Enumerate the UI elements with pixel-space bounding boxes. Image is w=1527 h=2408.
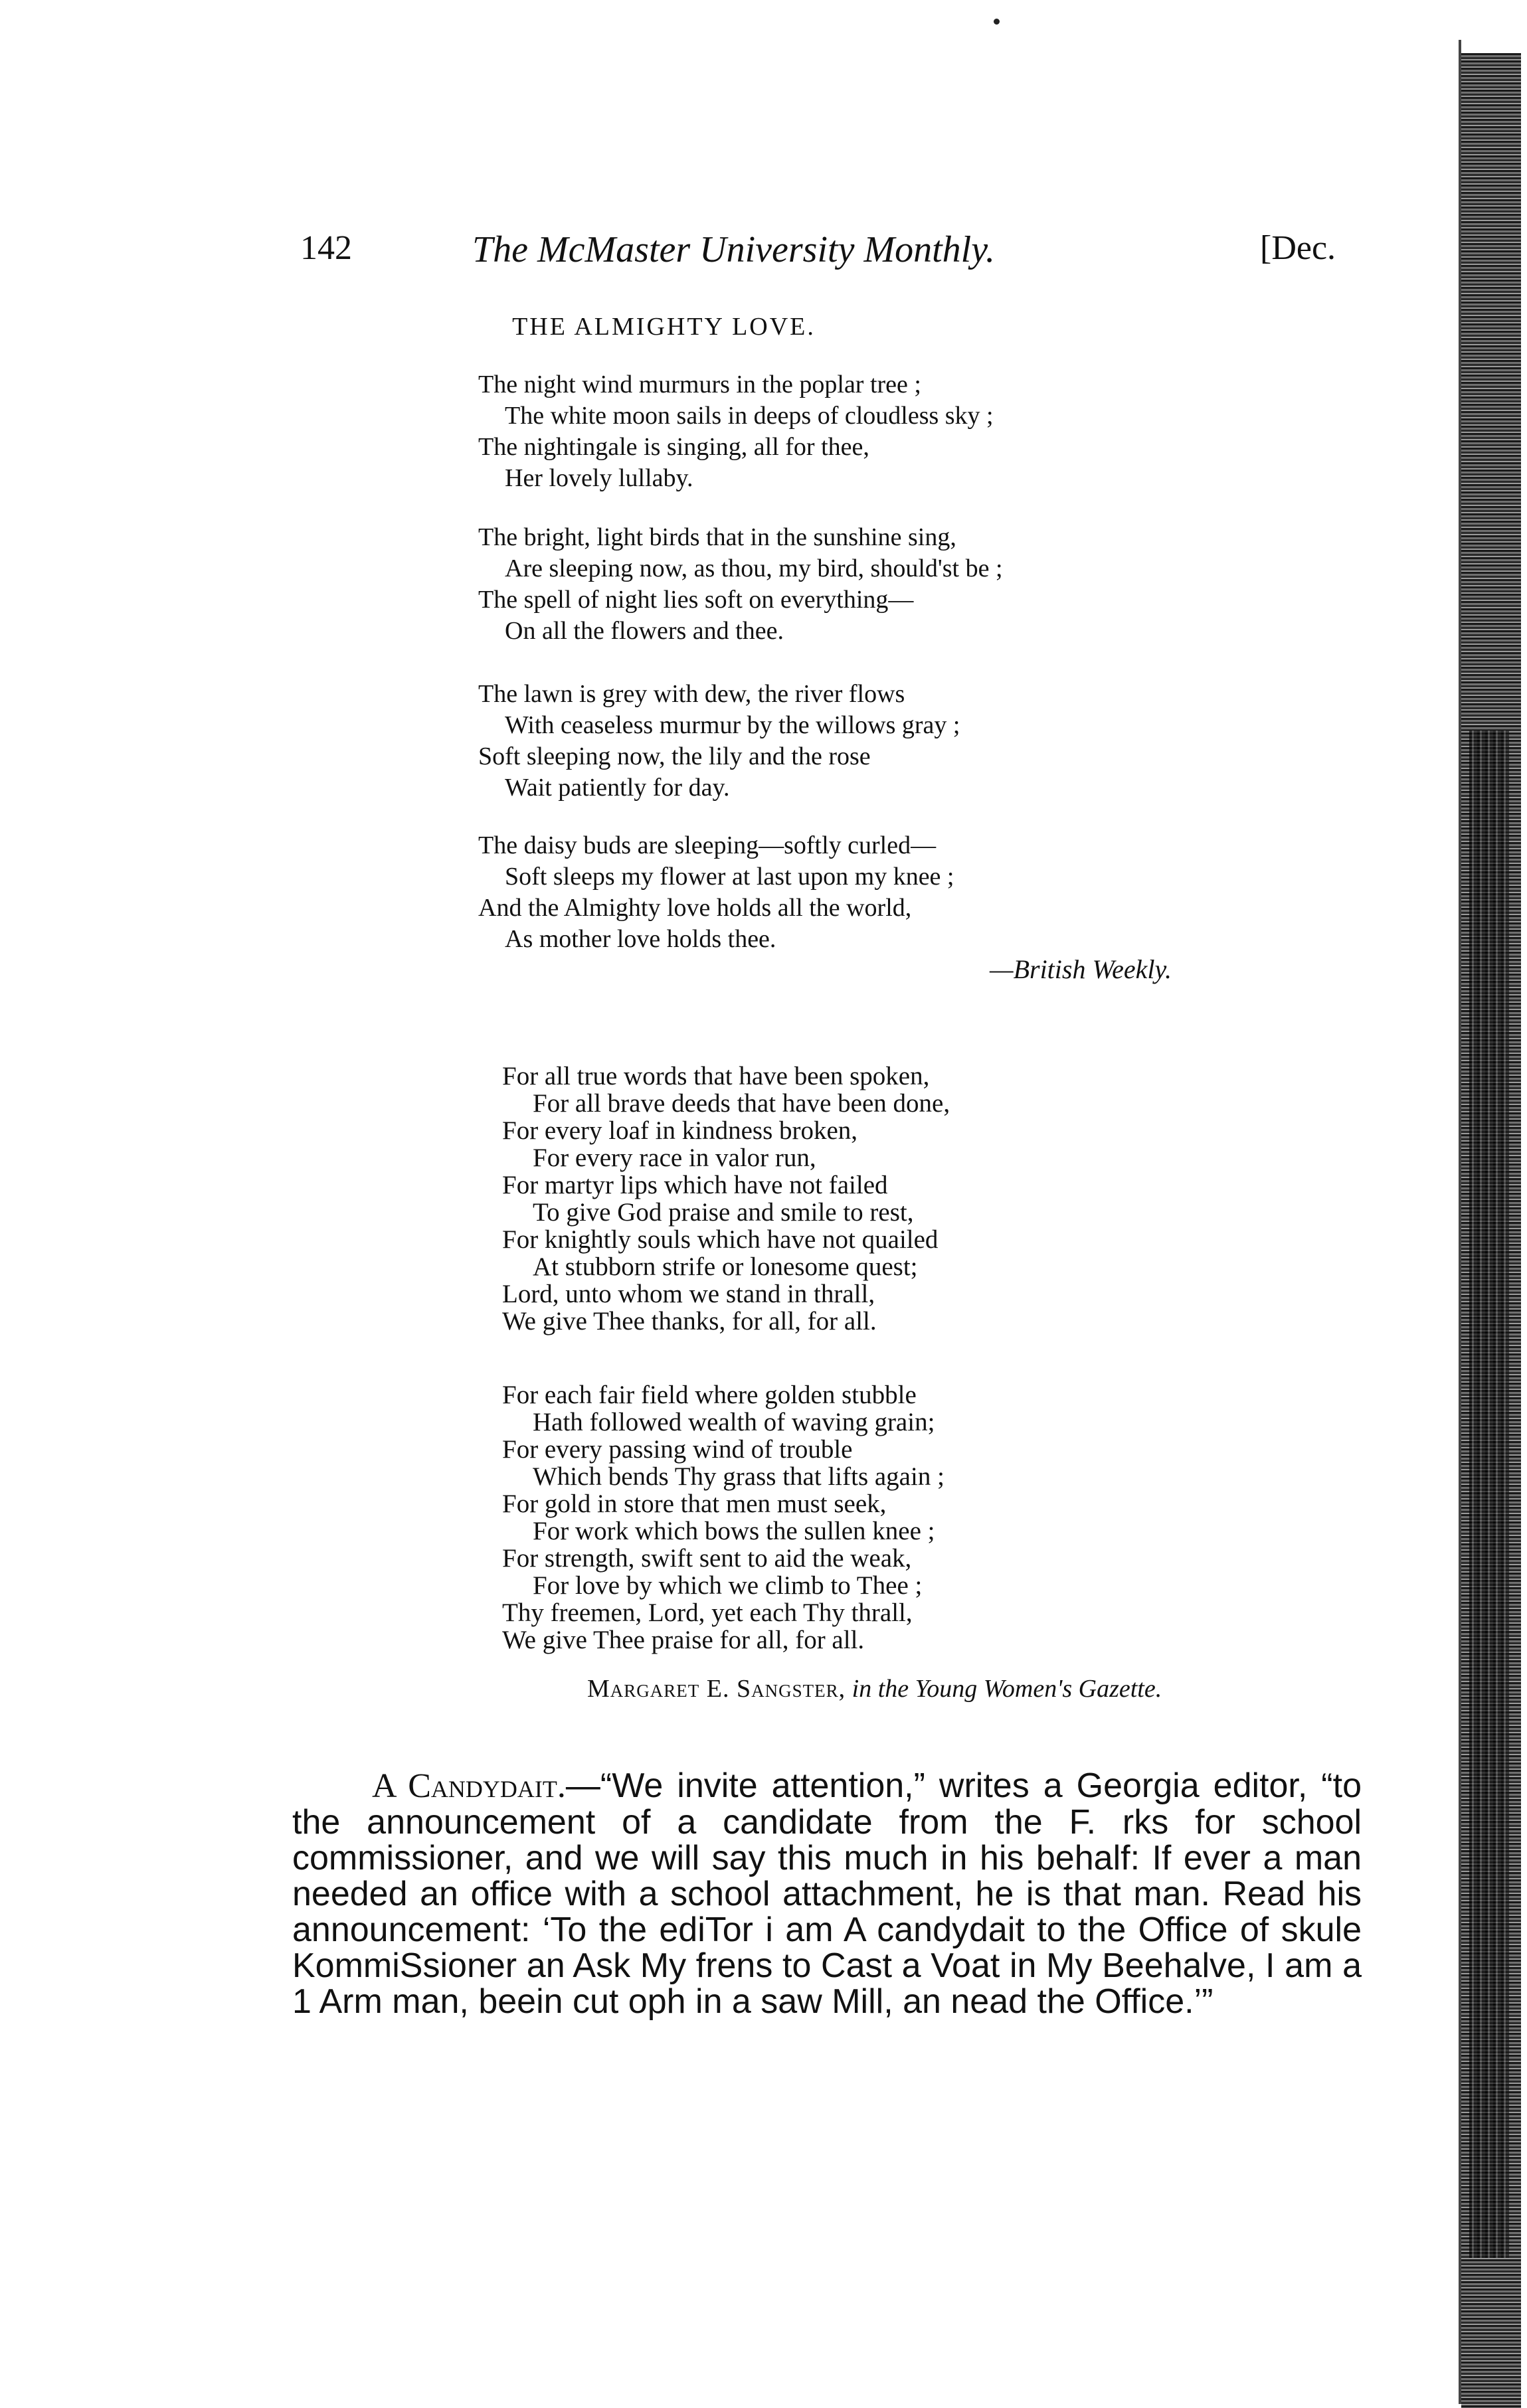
verse-line: As mother love holds thee. — [505, 925, 776, 953]
poem1-stanza-2 — [478, 522, 1003, 647]
verse-line: Which bends Thy grass that lifts again ; — [533, 1462, 944, 1491]
poem1-stanza-4 — [478, 830, 954, 955]
prose-body: —“We invite attention,” writes a Georgia editor, “to the announcement of a candidate from the F. rks for school commissioner, and we will say this much in his behalf: If ever a man needed an office with a school attachment, he is that man. Read his announcement: ‘To the ediTor i am A candydait to the Office of skule KommiSsioner an Ask My frens to Cast a Voat in My Beehalve, I am a 1 Arm man, beein cut oph in a saw Mill, an nead the Office.’” — [292, 1766, 1362, 2021]
verse-line: For gold in store that men must seek, — [502, 1490, 887, 1518]
poem1-stanza-3 — [478, 679, 960, 804]
verse-line: For all brave deeds that have been done, — [533, 1089, 950, 1118]
attribution-source: in the Young Women's Gazette. — [852, 1675, 1162, 1703]
section-mark: [Dec. — [1260, 229, 1336, 267]
scan-mark — [994, 19, 1000, 25]
verse-line: The spell of night lies soft on everything— — [478, 586, 914, 614]
prose-text — [292, 1768, 1362, 2020]
verse-line: Lord, unto whom we stand in thrall, — [502, 1280, 875, 1308]
poem2-attribution — [587, 1674, 1162, 1703]
verse-line: The nightingale is singing, all for thee, — [478, 433, 869, 461]
verse-line: On all the flowers and thee. — [505, 617, 784, 645]
verse-line: At stubborn strife or lonesome quest; — [533, 1252, 918, 1281]
verse-line: Hath followed wealth of waving grain; — [533, 1408, 935, 1436]
verse-line: We give Thee thanks, for all, for all. — [502, 1307, 877, 1335]
verse-line: For martyr lips which have not failed — [502, 1171, 888, 1199]
verse-line: For work which bows the sullen knee ; — [533, 1517, 935, 1545]
verse-line: For every loaf in kindness broken, — [502, 1116, 858, 1145]
verse-line: Thy freemen, Lord, yet each Thy thrall, — [502, 1598, 913, 1627]
poem-title-text: THE ALMIGHTY LOVE. — [512, 313, 816, 341]
verse-line: Soft sleeps my flower at last upon my knee ; — [505, 863, 954, 891]
attribution-author: Margaret E. Sangster, — [587, 1675, 846, 1703]
page-number: 142 — [300, 229, 352, 267]
poem2-stanza-1 — [502, 1063, 950, 1335]
page-edge-texture — [1469, 731, 1509, 2258]
verse-line: For all true words that have been spoken, — [502, 1062, 930, 1090]
verse-line: For love by which we climb to Thee ; — [533, 1571, 923, 1600]
verse-line: Wait patiently for day. — [505, 774, 730, 802]
poem1-attribution: —British Weekly. — [990, 954, 1172, 984]
poem-title — [0, 312, 1527, 341]
verse-line: Are sleeping now, as thou, my bird, should'st be ; — [505, 555, 1003, 582]
verse-line: For knightly souls which have not quailed — [502, 1225, 939, 1254]
verse-line: The white moon sails in deeps of cloudless sky ; — [505, 402, 994, 430]
verse-line: The night wind murmurs in the poplar tree ; — [478, 371, 921, 398]
verse-line: For every passing wind of trouble — [502, 1435, 853, 1464]
verse-line: With ceaseless murmur by the willows gray ; — [505, 711, 960, 739]
poem1-stanza-1 — [478, 369, 994, 494]
verse-line: Soft sleeping now, the lily and the rose — [478, 742, 871, 770]
poem2-stanza-2 — [502, 1381, 944, 1654]
verse-line: For strength, swift sent to aid the weak, — [502, 1544, 912, 1573]
running-title-text: The McMaster University Monthly. — [472, 229, 995, 270]
verse-line: And the Almighty love holds all the world, — [478, 894, 912, 922]
verse-line: The bright, light birds that in the sunshine sing, — [478, 523, 956, 551]
verse-line: For every race in valor run, — [533, 1144, 816, 1172]
verse-line: We give Thee praise for all, for all. — [502, 1626, 865, 1654]
verse-line: To give God praise and smile to rest, — [533, 1198, 914, 1227]
verse-line: The daisy buds are sleeping—softly curled— — [478, 831, 937, 859]
prose-lead: A Candydait. — [372, 1767, 566, 1805]
verse-line: For each fair field where golden stubble — [502, 1381, 917, 1409]
prose-paragraph — [292, 1768, 1362, 2020]
verse-line: Her lovely lullaby. — [505, 464, 693, 492]
verse-line: The lawn is grey with dew, the river flows — [478, 680, 905, 708]
